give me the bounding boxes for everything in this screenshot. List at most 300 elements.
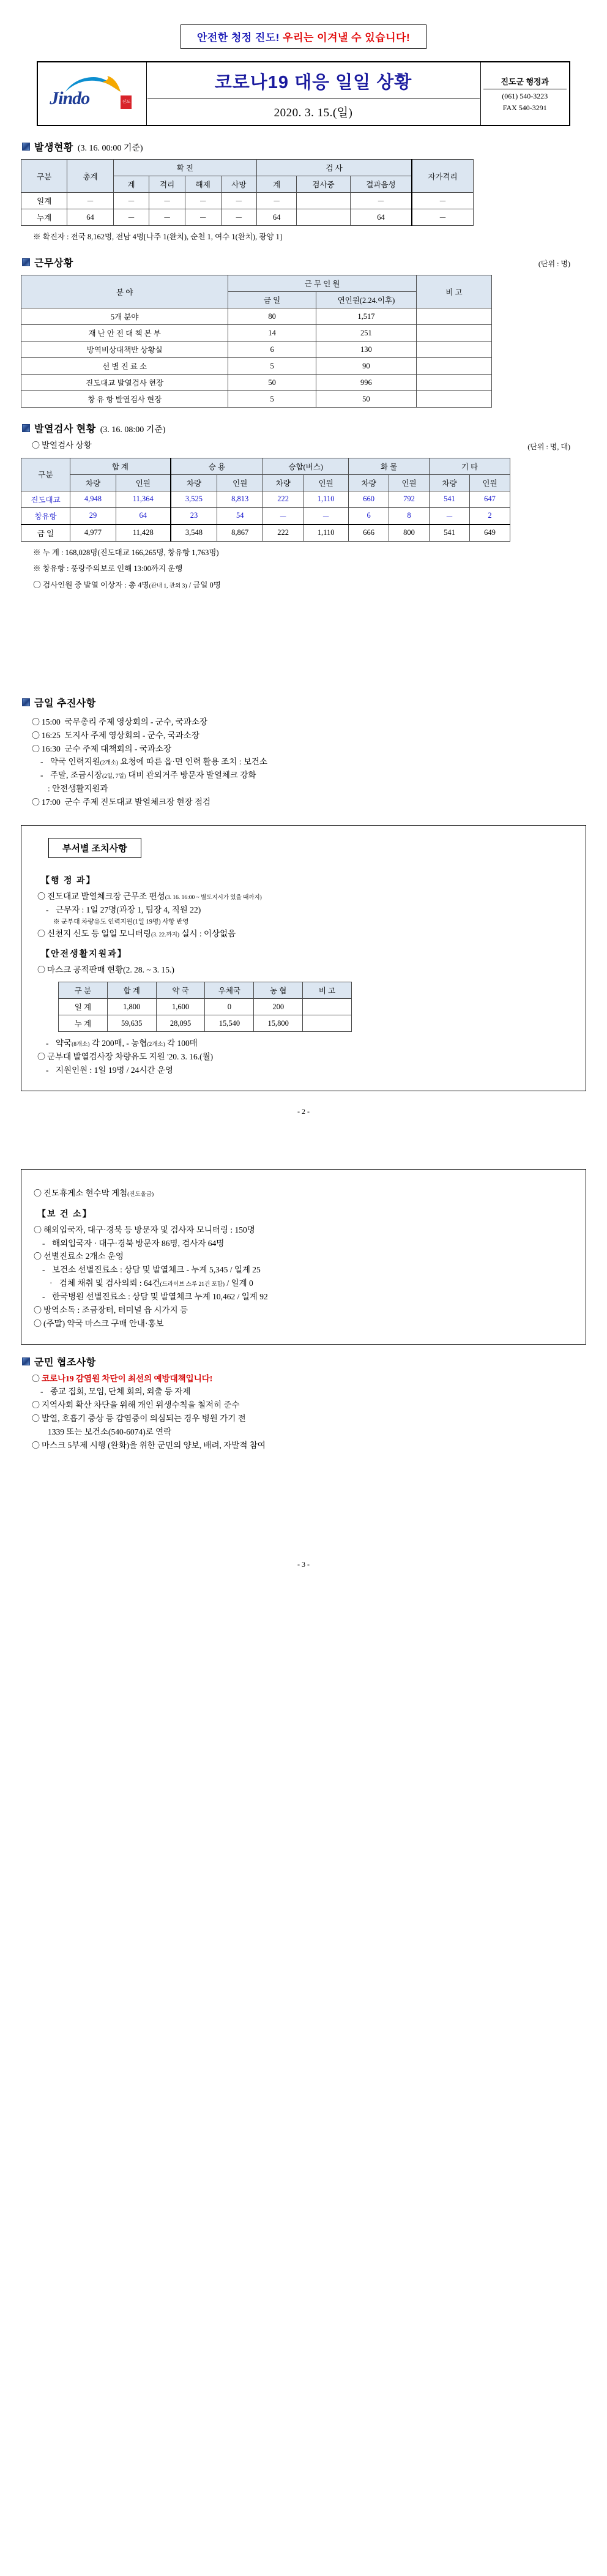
table-row [21, 209, 474, 226]
list-item [34, 1317, 573, 1331]
page-number-2: - 2 - [297, 1107, 310, 1116]
circle-bullet-icon: 〇 [32, 744, 40, 753]
section-work-title: 근무상황 [34, 258, 73, 269]
cell-confirm-released: － [185, 209, 221, 226]
item-text: 지원인원 : 1일 19명 / 24시간 운영 [56, 1066, 173, 1075]
cell-nonghyup: 15,800 [254, 1015, 303, 1032]
th-vehicle: 차량 [70, 474, 116, 491]
cell-total: 1,800 [107, 999, 156, 1015]
th-today: 금 일 [228, 292, 316, 308]
phone-number: (061) 540-3223 [502, 91, 548, 100]
safety-block [34, 947, 573, 1077]
item-text: 발열, 호흡기 증상 등 감염증이 의심되는 경우 병원 가기 전 [42, 1414, 246, 1424]
table-header-row [21, 275, 492, 292]
list-item [32, 1425, 607, 1439]
row-label: 선 별 진 료 소 [21, 358, 228, 375]
health-bracket-label: 【보 건 소】 [37, 1209, 92, 1219]
row-label: 진도대교 발열검사 현장 [21, 375, 228, 391]
list-item [32, 1372, 607, 1386]
item-text-tail: / 일계 0 [225, 1279, 253, 1288]
page-title: 코로나19 대응 일일 상황 [147, 63, 480, 99]
item-text: 군수 주제 진도대교 발열체크장 현장 점검 [64, 797, 211, 807]
list-item [32, 1385, 607, 1398]
section-today [0, 695, 607, 809]
list-item [34, 1187, 573, 1200]
item-annotation: (3. 22.까지) [151, 931, 180, 938]
row-label: 창유항 [21, 507, 70, 525]
item-text: 한국병원 선별진료소 : 상담 및 발열체크 누계 10,462 / 일계 92 [52, 1292, 268, 1302]
work-table-body [21, 308, 492, 408]
th-nonghyup: 농 협 [254, 982, 303, 999]
list-item [37, 890, 573, 903]
item-text: 검체 채취 및 검사의뢰 : 64건 [59, 1279, 160, 1288]
list-item [32, 769, 607, 782]
safety-items-list-2 [37, 1037, 573, 1077]
cell-confirm-death: － [221, 193, 257, 209]
circle-bullet-icon: 〇 [32, 797, 40, 807]
list-item [32, 1398, 607, 1412]
bullet-square-icon [22, 1357, 30, 1365]
document-date: 2020. 3. 15.(일) [274, 106, 353, 119]
abnormal-today: / 금일 0명 [187, 580, 221, 589]
cell-total: 64 [67, 209, 113, 226]
cell-test-sum: － [257, 193, 297, 209]
dash-bullet-icon: - [42, 1238, 45, 1248]
th-confirm-sum: 계 [113, 176, 149, 193]
list-item [37, 903, 573, 917]
cell-truck-vehicle: 666 [349, 525, 389, 542]
section-fever-subtitle: (3. 16. 08:00 기준) [100, 425, 166, 435]
cell-confirm-sum: － [113, 193, 149, 209]
cell-car-person: 54 [217, 507, 263, 525]
item-text-tail: 실시 : 이상없음 [179, 928, 236, 938]
circle-bullet-icon: 〇 [32, 1400, 40, 1410]
dash-bullet-icon: - [42, 1265, 45, 1275]
cell-remark [416, 342, 491, 358]
th-remark: 비 고 [303, 982, 352, 999]
table-header-row [59, 982, 352, 999]
cell-truck-vehicle: 660 [349, 491, 389, 507]
list-item [32, 742, 607, 756]
health-top-list [34, 1187, 573, 1200]
th-group-total: 합 계 [70, 458, 171, 474]
th-person: 인원 [116, 474, 170, 491]
item-text-tail: 요청에 따른 읍·면 인력 활용 조치 : 보건소 [118, 757, 267, 767]
section-occurrence-title: 발생현황 [34, 143, 73, 153]
item-text: 해외입국자 · 대구·경북 방문자 86명, 검사자 64명 [52, 1238, 225, 1248]
circle-bullet-icon: 〇 [32, 1373, 40, 1383]
dash-bullet-icon: - [46, 1066, 49, 1075]
table-row [21, 308, 492, 325]
list-item [37, 927, 573, 941]
row-label: 일계 [21, 193, 67, 209]
circle-bullet-icon: 〇 [37, 928, 46, 938]
circle-bullet-icon: 〇 [34, 1188, 42, 1198]
cell-total-person: 64 [116, 507, 170, 525]
dept-name: 진도군 행정과 [483, 73, 567, 89]
item-text: 약국 [56, 1039, 72, 1048]
banner-container [0, 0, 607, 49]
item-text: 군수 주제 대책회의 - 국과소장 [64, 744, 172, 753]
section-occurrence-heading [22, 140, 607, 154]
th-total: 총계 [67, 160, 113, 193]
dept-actions-box [21, 825, 586, 1091]
circle-bullet-icon: 〇 [34, 1252, 42, 1261]
th-remark: 비 고 [416, 275, 491, 308]
mask-table-wrap [58, 982, 573, 1032]
item-text: 진도대교 발열체크장 근무조 편성 [47, 891, 165, 901]
cell-total-vehicle: 4,948 [70, 491, 116, 507]
cell-confirm-isolated: － [149, 193, 185, 209]
section-occurrence-subtitle: (3. 16. 00:00 기준) [77, 144, 143, 153]
work-unit-label: (단위 : 명) [538, 259, 570, 268]
bullet-square-icon [22, 424, 30, 432]
safety-bracket-label: 【안전생활지원과】 [41, 950, 127, 960]
contact-cell [480, 62, 570, 125]
section-fever-title: 발열검사 현황 [34, 424, 96, 435]
table-row [21, 325, 492, 342]
circle-bullet-icon: 〇 [37, 891, 46, 901]
dash-bullet-icon: - [40, 757, 43, 767]
cell-total-vehicle: 29 [70, 507, 116, 525]
row-label: 일 계 [59, 999, 108, 1015]
th-pharmacy: 약 국 [156, 982, 205, 999]
cell-bus-vehicle: － [263, 507, 304, 525]
abnormal-label: 검사인원 중 발열 이상자 : 총 4명 [43, 580, 149, 589]
slogan-red: 우리는 이겨낼 수 있습니다! [283, 32, 411, 43]
th-vehicle: 차량 [349, 474, 389, 491]
work-table [21, 275, 492, 408]
page-spacer [0, 1452, 607, 1544]
item-annotation: (2일, 7일) [102, 774, 126, 780]
cell-cumulative: 50 [316, 391, 416, 408]
th-field: 분 야 [21, 275, 228, 308]
circle-bullet-icon: 〇 [37, 965, 46, 975]
list-item [32, 796, 607, 809]
table-header-row [21, 458, 510, 474]
health-center-box [21, 1169, 586, 1345]
section-work [0, 255, 607, 269]
list-item [34, 1304, 573, 1317]
section-citizen-heading [22, 1354, 607, 1368]
item-text: 지역사회 확산 차단을 위해 개인 위생수칙을 철저히 준수 [42, 1400, 240, 1410]
th-person: 인원 [469, 474, 510, 491]
admin-bracket-label: 【행 정 과】 [41, 876, 96, 886]
item-text: 1339 또는 보건소(540-6074)로 연락 [48, 1427, 172, 1437]
cell-remark [416, 391, 491, 408]
fever-subheading-list [32, 439, 607, 452]
fever-note-cumulative: ※ 누 계 : 168,028명(진도대교 166,265명, 창유항 1,763명) [33, 548, 219, 557]
th-group-bus: 승합(버스) [263, 458, 349, 474]
fever-unit-label: (단위 : 명, 대) [527, 442, 570, 451]
th-selfquarantine: 자가격리 [412, 160, 474, 193]
item-annotation: (드라이브 스루 21건 포함) [160, 1282, 225, 1288]
row-label: 창 유 항 발열검사 현장 [21, 391, 228, 408]
item-annotation: (2개소) [100, 760, 119, 767]
list-item [37, 1050, 573, 1064]
th-confirm-group: 확 진 [113, 160, 256, 176]
cell-truck-vehicle: 6 [349, 507, 389, 525]
th-total: 합 계 [107, 982, 156, 999]
th-person: 인원 [304, 474, 349, 491]
admin-block [34, 874, 573, 941]
section-citizen-title: 군민 협조사항 [34, 1357, 96, 1368]
cell-today: 5 [228, 358, 316, 375]
cell-bus-vehicle: 222 [263, 525, 304, 542]
cell-today: 50 [228, 375, 316, 391]
fax-number: FAX 540-3291 [502, 103, 547, 112]
th-group-etc: 기 타 [430, 458, 510, 474]
occurrence-table [21, 159, 474, 226]
cell-today: 5 [228, 391, 316, 408]
dot-bullet-icon: · [50, 1279, 53, 1288]
th-gubun: 구분 [21, 458, 70, 491]
health-items-list [34, 1223, 573, 1331]
cell-pharmacy: 28,095 [156, 1015, 205, 1032]
item-text: 도지사 주제 영상회의 - 군수, 국과소장 [64, 730, 199, 740]
circle-bullet-icon: 〇 [33, 580, 42, 589]
item-text: 주말, 조금시장 [50, 771, 102, 780]
circle-bullet-icon: 〇 [34, 1318, 42, 1328]
th-confirm-released: 해제 [185, 176, 221, 193]
today-items-list [32, 715, 607, 809]
cell-truck-person: 8 [389, 507, 430, 525]
list-item [34, 1223, 573, 1237]
th-test-ongoing: 검사중 [297, 176, 351, 193]
item-time: 17:00 [42, 797, 61, 807]
cell-bus-person: － [304, 507, 349, 525]
item-annotation: (3. 16. 16:00 ~ 별도지시가 있을 때까지) [165, 894, 262, 901]
cell-cumulative: 90 [316, 358, 416, 375]
cell-etc-person: 647 [469, 491, 510, 507]
slogan-banner [181, 24, 426, 49]
cell-etc-person: 2 [469, 507, 510, 525]
fever-subheading: 발열검사 상황 [42, 441, 92, 450]
cell-car-person: 8,867 [217, 525, 263, 542]
th-gubun: 구 분 [59, 982, 108, 999]
item-text: 보건소 선별진료소 : 상담 및 발열체크 - 누계 5,345 / 일계 25 [52, 1265, 261, 1275]
list-item [32, 755, 607, 769]
cell-cumulative: 251 [316, 325, 416, 342]
list-item [37, 1037, 573, 1050]
jindo-logo [46, 75, 138, 110]
bullet-square-icon [22, 143, 30, 151]
cell-pharmacy: 1,600 [156, 999, 205, 1015]
circle-bullet-icon: 〇 [32, 717, 40, 726]
dept-actions-title: 부서별 조치사항 [48, 838, 141, 858]
abnormal-detail: (관내 1, 관외 3) [149, 583, 187, 589]
cell-car-vehicle: 3,525 [171, 491, 217, 507]
dash-bullet-icon: - [42, 1292, 45, 1302]
cell-nonghyup: 200 [254, 999, 303, 1015]
cell-remark [416, 325, 491, 342]
cell-car-vehicle: 3,548 [171, 525, 217, 542]
cell-postoffice: 15,540 [205, 1015, 254, 1032]
slogan-blue: 안전한 청정 진도! [196, 32, 280, 43]
dash-bullet-icon: - [46, 1039, 49, 1048]
table-header-row [21, 160, 474, 176]
cell-car-person: 8,813 [217, 491, 263, 507]
cell-bus-vehicle: 222 [263, 491, 304, 507]
cell-etc-vehicle: 541 [430, 491, 470, 507]
cell-car-vehicle: 23 [171, 507, 217, 525]
occurrence-note: ※ 확진자 : 전국 8,162명, 전남 4명[나주 1(완치), 순천 1, 여수 1(완치), 광양 1] [33, 233, 283, 241]
row-label: 금 일 [21, 525, 70, 542]
th-test-sum: 계 [257, 176, 297, 193]
th-group-car: 승 용 [171, 458, 263, 474]
th-vehicle: 차량 [430, 474, 470, 491]
cell-remark [416, 375, 491, 391]
cell-bus-person: 1,110 [304, 525, 349, 542]
item-text-highlight: 코로나19 감염원 차단이 최선의 예방대책입니다! [42, 1373, 213, 1383]
fever-note-abnormal [33, 578, 607, 590]
item-text-tail: 각 200매, - 농협 [89, 1039, 147, 1048]
item-annotation: (8개소) [72, 1042, 90, 1048]
item-text: 진도휴게소 현수막 게첨 [43, 1188, 128, 1198]
dash-bullet-icon: - [40, 1387, 43, 1397]
cell-etc-vehicle: 541 [430, 525, 470, 542]
item-annotation-2: (2개소) [147, 1042, 165, 1048]
section-occurrence [0, 140, 607, 154]
circle-bullet-icon: 〇 [32, 441, 40, 450]
work-table-wrap [21, 275, 607, 408]
item-text: 선별진료소 2개소 운영 [43, 1252, 124, 1261]
item-time: 16:30 [42, 744, 61, 753]
circle-bullet-icon: 〇 [32, 1440, 40, 1450]
item-text: 종교 집회, 모임, 단체 회의, 외출 등 자제 [50, 1387, 191, 1397]
list-item [32, 782, 607, 796]
dash-bullet-icon: - [46, 905, 49, 914]
table-subheader-row [21, 474, 510, 491]
item-time: 16:25 [42, 730, 61, 740]
item-text-tail-2: 각 100매 [165, 1039, 198, 1048]
list-item [37, 917, 573, 927]
list-item [34, 1277, 573, 1290]
cell-remark [303, 999, 352, 1015]
table-row [21, 375, 492, 391]
dash-bullet-icon: - [40, 771, 43, 780]
table-row [59, 1015, 352, 1032]
fever-table [21, 458, 510, 542]
fever-note-port: ※ 창유항 : 풍랑주의보로 인해 13:00까지 운행 [33, 564, 183, 573]
page-spacer [0, 1116, 607, 1153]
circle-bullet-icon: 〇 [34, 1305, 42, 1315]
list-item [32, 715, 607, 729]
cell-test-ongoing [297, 193, 351, 209]
page-spacer [0, 1569, 607, 1585]
document-header [37, 61, 570, 126]
th-person: 인원 [389, 474, 430, 491]
page-number-3: - 3 - [297, 1559, 310, 1569]
section-work-heading [22, 255, 607, 269]
th-cumulative: 연인원(2.24.이후) [316, 292, 416, 308]
cell-total-person: 11,364 [116, 491, 170, 507]
item-text-tail: 대비 관외거주 방문자 발열체크 강화 [125, 771, 256, 780]
table-row [21, 491, 510, 507]
cell-total: 59,635 [107, 1015, 156, 1032]
citizen-items-list [32, 1372, 607, 1452]
th-confirm-death: 사망 [221, 176, 257, 193]
row-label: 누 계 [59, 1015, 108, 1032]
circle-bullet-icon: 〇 [37, 1052, 46, 1062]
list-item [34, 1290, 573, 1304]
cell-test-sum: 64 [257, 209, 297, 226]
list-item [37, 1064, 573, 1077]
row-label: 방역비상대책반 상황실 [21, 342, 228, 358]
list-item [34, 1237, 573, 1250]
cell-cumulative: 130 [316, 342, 416, 358]
table-row [21, 507, 510, 525]
th-test-negative: 결과음성 [350, 176, 411, 193]
section-today-heading [22, 695, 607, 709]
bullet-square-icon [22, 698, 30, 706]
mask-sales-table [58, 982, 352, 1032]
item-text: 마스크 공적판매 현황(2. 28. ~ 3. 15.) [47, 965, 174, 975]
cell-etc-person: 649 [469, 525, 510, 542]
logo-badge: 진도 [121, 95, 132, 109]
item-text: (주말) 약국 마스크 구매 안내·홍보 [43, 1318, 164, 1328]
item-text: 마스크 5부제 시행 (완화)을 위한 군민의 양보, 배려, 자발적 참여 [42, 1440, 266, 1450]
cell-total-person: 11,428 [116, 525, 170, 542]
fever-table-wrap [21, 458, 607, 542]
row-label: 5개 분야 [21, 308, 228, 325]
cell-confirm-sum: － [113, 209, 149, 226]
th-staff-group: 근 무 인 원 [228, 275, 417, 292]
item-time: 15:00 [42, 717, 61, 726]
th-test-group: 검 사 [257, 160, 412, 176]
section-citizen [0, 1354, 607, 1452]
item-text: 해외입국자, 대구·경북 등 방문자 및 검사자 모니터링 : 150명 [43, 1225, 255, 1234]
title-cell [146, 62, 480, 125]
list-item [32, 729, 607, 742]
item-text: 군부대 발열검사장 차량유도 지원 '20. 3. 16.(월) [47, 1052, 214, 1062]
bullet-square-icon [22, 258, 30, 266]
cell-confirm-released: － [185, 193, 221, 209]
page-spacer [0, 590, 607, 682]
section-today-title: 금일 추진사항 [34, 698, 96, 709]
section-fever [0, 421, 607, 452]
row-label: 진도대교 [21, 491, 70, 507]
cell-etc-vehicle: － [430, 507, 470, 525]
cell-remark [303, 1015, 352, 1032]
cell-remark [416, 308, 491, 325]
th-vehicle: 차량 [171, 474, 217, 491]
admin-items-list [37, 890, 573, 941]
cell-confirm-death: － [221, 209, 257, 226]
cell-selfquarantine: － [412, 209, 474, 226]
cell-selfquarantine: － [412, 193, 474, 209]
item-text: 근무자 : 1일 27명(과장 1, 팀장 4, 직원 22) [56, 905, 201, 914]
th-vehicle: 차량 [263, 474, 304, 491]
th-group-truck: 화 물 [349, 458, 430, 474]
list-item [32, 1439, 607, 1452]
occurrence-table-wrap [21, 159, 607, 226]
item-text: 국무총리 주제 영상회의 - 군수, 국과소장 [64, 717, 207, 726]
cell-truck-person: 800 [389, 525, 430, 542]
th-person: 인원 [217, 474, 263, 491]
th-gubun: 구분 [21, 160, 67, 193]
item-text: 방역소독 : 조금장터, 터미널 읍 시가지 등 [43, 1305, 188, 1315]
item-note: ※ 군부대 차량유도 인력지원(1일 19명) 사항 반영 [53, 918, 189, 925]
section-fever-heading [22, 421, 607, 435]
th-confirm-isolated: 격리 [149, 176, 185, 193]
cell-today: 80 [228, 308, 316, 325]
list-item [34, 1250, 573, 1263]
cell-test-negative: － [350, 193, 411, 209]
cell-total-vehicle: 4,977 [70, 525, 116, 542]
list-item [37, 963, 573, 977]
circle-bullet-icon: 〇 [34, 1225, 42, 1234]
